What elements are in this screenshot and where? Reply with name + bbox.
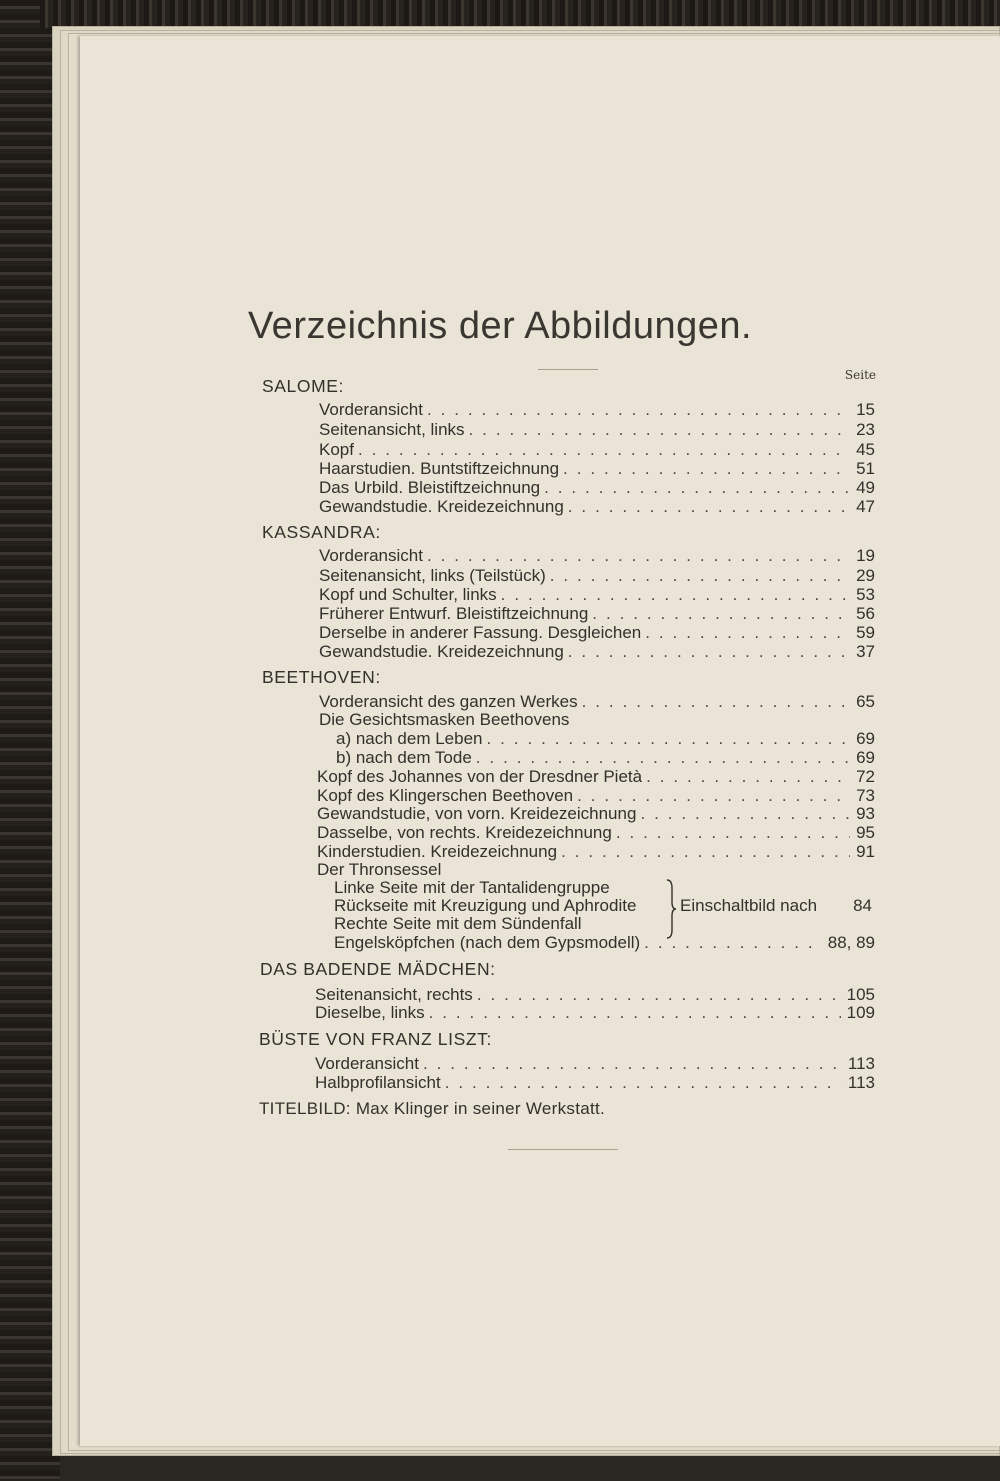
- list-item: Kopf . . . 45: [319, 440, 875, 460]
- list-item: Engelsköpfchen (nach dem Gypsmodell) . . . 88, 89: [334, 933, 875, 953]
- insert-page-number: 84: [853, 896, 872, 915]
- list-item: Vorderansicht . . . 19: [319, 546, 875, 566]
- section-heading-beethoven: BEETHOVEN:: [262, 667, 381, 687]
- list-item: Das Urbild. Bleistiftzeichnung . . . 49: [319, 478, 875, 498]
- list-item: Rechte Seite mit dem Sündenfall: [334, 914, 582, 933]
- section-heading-badende-maedchen: DAS BADENDE MÄDCHEN:: [260, 959, 496, 979]
- list-item: Gewandstudie. Kreidezeichnung . . . 47: [319, 497, 875, 517]
- frontispiece-note: TITELBILD: Max Klinger in seiner Werkstatt.: [259, 1099, 606, 1118]
- list-item: Seitenansicht, links . . . 23: [319, 420, 875, 440]
- curly-brace-icon: [664, 878, 678, 940]
- section-heading-kassandra: KASSANDRA:: [262, 522, 381, 542]
- list-item: Rückseite mit Kreuzigung und Aphrodite: [334, 896, 637, 915]
- list-item: Der Thronsessel: [317, 860, 442, 879]
- list-item: Vorderansicht . . . 15: [319, 400, 875, 420]
- list-item: Früherer Entwurf. Bleistiftzeichnung . . . 56: [319, 604, 875, 624]
- list-item: Derselbe in anderer Fassung. Desgleichen . . . 59: [319, 623, 875, 643]
- end-rule: [508, 1149, 618, 1150]
- list-item: Kopf des Johannes von der Dresdner Pietà . . . 72: [317, 767, 875, 787]
- list-item: Gewandstudie. Kreidezeichnung . . . 37: [319, 642, 875, 662]
- list-item: Kinderstudien. Kreidezeichnung . . . 91: [317, 842, 875, 862]
- list-item: Die Gesichtsmasken Beethovens: [319, 710, 570, 729]
- list-item: Dieselbe, links . . . 109: [315, 1003, 875, 1023]
- list-item: Kopf des Klingerschen Beethoven . . . 73: [317, 786, 875, 806]
- section-heading-liszt: BÜSTE VON FRANZ LISZT:: [259, 1029, 492, 1049]
- insert-note: Einschaltbild nach: [680, 896, 818, 915]
- list-item: Kopf und Schulter, links . . . 53: [319, 585, 875, 605]
- list-item: Gewandstudie, von vorn. Kreidezeichnung . . . 93: [317, 804, 875, 824]
- list-item: Dasselbe, von rechts. Kreidezeichnung . . . 95: [317, 823, 875, 843]
- list-item: Seitenansicht, links (Teilstück) . . . 29: [319, 566, 875, 586]
- list-item: Vorderansicht . . . 113: [315, 1054, 875, 1074]
- page-title: Verzeichnis der Abbildungen.: [247, 305, 753, 347]
- page-column-header: Seite: [844, 368, 876, 382]
- list-item: Haarstudien. Buntstiftzeichnung . . . 51: [319, 459, 875, 479]
- section-heading-salome: SALOME:: [262, 376, 345, 396]
- list-item: Halbprofilansicht . . . 113: [315, 1073, 875, 1093]
- list-item: Seitenansicht, rechts . . . 105: [315, 985, 875, 1005]
- list-item: b) nach dem Tode . . . 69: [336, 748, 875, 768]
- list-item: a) nach dem Leben . . . 69: [336, 729, 875, 749]
- list-item: Vorderansicht des ganzen Werkes . . . 65: [319, 692, 875, 712]
- list-item: Linke Seite mit der Tantalidengruppe: [334, 878, 610, 897]
